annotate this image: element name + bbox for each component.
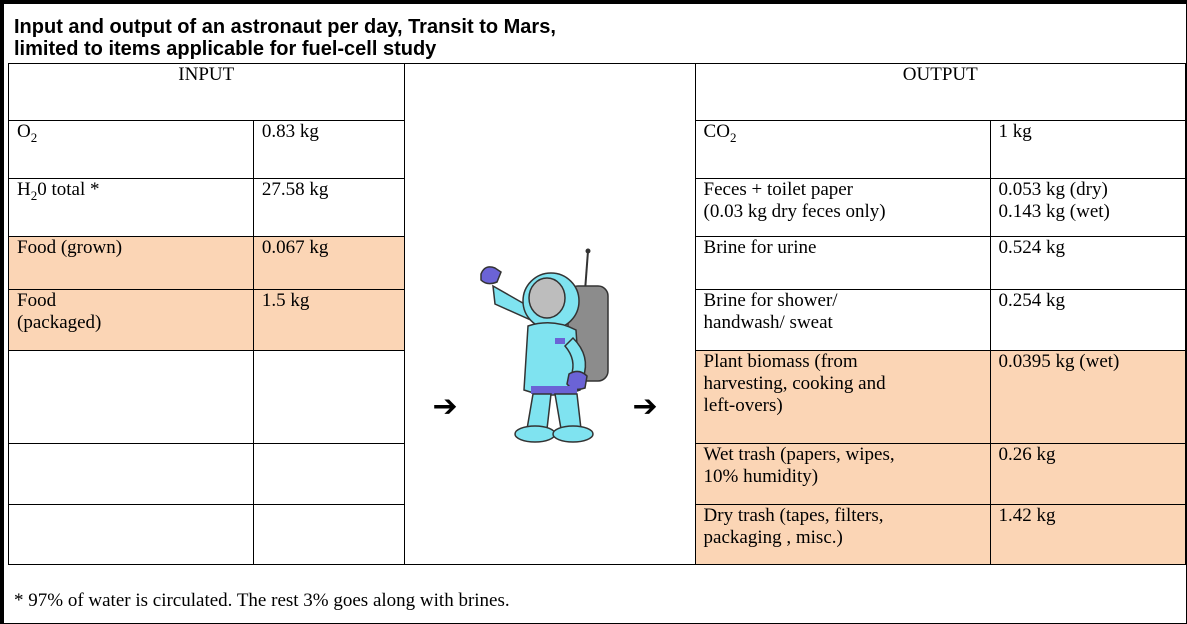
input-value: 0.067 kg xyxy=(253,236,404,289)
input-label: Food (packaged) xyxy=(9,289,254,350)
output-value: 0.053 kg (dry) 0.143 kg (wet) xyxy=(990,179,1185,236)
output-arrow-icon: ➔ xyxy=(632,389,658,424)
output-label: Plant biomass (from harvesting, cooking and left-overs) xyxy=(695,351,990,444)
footnote: * 97% of water is circulated. The rest 3% goes along with brines. xyxy=(14,590,510,611)
io-table xyxy=(8,63,1186,565)
output-header: OUTPUT xyxy=(695,64,1185,121)
empty-input-cell xyxy=(9,504,254,564)
input-label: Food (grown) xyxy=(9,236,254,289)
table-title xyxy=(14,16,914,60)
output-value: 1 kg xyxy=(990,121,1185,179)
astronaut-cell xyxy=(404,64,695,565)
empty-input-cell xyxy=(9,351,254,444)
output-label: Feces + toilet paper (0.03 kg dry feces only) xyxy=(695,179,990,236)
input-header: INPUT xyxy=(9,64,405,121)
output-label: $CO_2$ xyxy=(695,121,990,179)
astronaut-icon xyxy=(473,246,623,446)
output-label: Brine for shower/ handwash/ sweat xyxy=(695,289,990,350)
output-value: 0.26 kg xyxy=(990,444,1185,504)
empty-input-cell xyxy=(253,504,404,564)
input-arrow-icon: ➔ xyxy=(432,389,458,424)
empty-input-cell xyxy=(253,444,404,504)
empty-input-cell xyxy=(9,444,254,504)
output-label: Brine for urine xyxy=(695,236,990,289)
output-value: 0.254 kg xyxy=(990,289,1185,350)
output-value: 0.524 kg xyxy=(990,236,1185,289)
empty-input-cell xyxy=(253,351,404,444)
input-label: $H_20$ total * xyxy=(9,179,254,236)
input-value: 27.58 kg xyxy=(253,179,404,236)
title-line-1: Input and output of an astronaut per day, Transit to Mars, xyxy=(14,16,556,38)
title-line-2: limited to items applicable for fuel-cell study xyxy=(14,38,437,60)
output-label: Wet trash (papers, wipes, 10% humidity) xyxy=(695,444,990,504)
input-value: 0.83 kg xyxy=(253,121,404,179)
input-label: $O_2$ xyxy=(9,121,254,179)
input-value: 1.5 kg xyxy=(253,289,404,350)
output-value: 1.42 kg xyxy=(990,504,1185,564)
output-value: 0.0395 kg (wet) xyxy=(990,351,1185,444)
output-label: Dry trash (tapes, filters, packaging , misc.) xyxy=(695,504,990,564)
